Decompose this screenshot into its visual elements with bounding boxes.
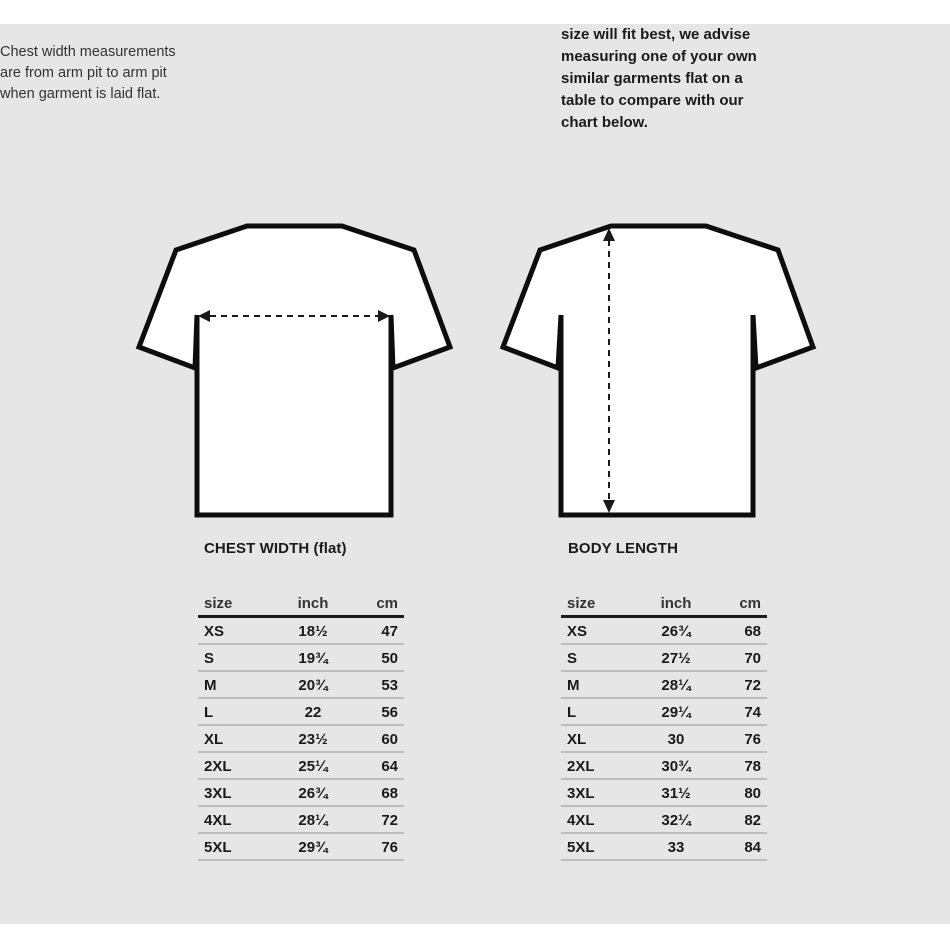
cell-size: S	[198, 644, 278, 671]
cell-size: 2XL	[198, 752, 278, 779]
shirt-outline	[139, 226, 450, 515]
cell-inch: 26¾	[641, 617, 711, 645]
cell-inch: 30¾	[641, 752, 711, 779]
cell-size: XL	[561, 725, 641, 752]
cell-cm: 82	[711, 806, 767, 833]
cell-inch: 22	[278, 698, 348, 725]
cell-cm: 68	[348, 779, 404, 806]
cell-size: XL	[198, 725, 278, 752]
cell-cm: 76	[711, 725, 767, 752]
cell-cm: 50	[348, 644, 404, 671]
cell-size: 5XL	[561, 833, 641, 860]
cell-cm: 47	[348, 617, 404, 645]
body-length-title: BODY LENGTH	[568, 540, 678, 557]
table-header-row	[198, 590, 404, 617]
cell-size: 3XL	[198, 779, 278, 806]
cell-cm: 56	[348, 698, 404, 725]
cell-cm: 84	[711, 833, 767, 860]
chest-width-table	[198, 590, 404, 861]
cell-inch: 28¼	[278, 806, 348, 833]
cell-cm: 60	[348, 725, 404, 752]
table-row	[198, 752, 404, 779]
cell-inch: 33	[641, 833, 711, 860]
cell-cm: 76	[348, 833, 404, 860]
chest-width-shirt-diagram	[130, 210, 460, 525]
cell-inch: 28¼	[641, 671, 711, 698]
table-row	[561, 833, 767, 860]
cell-cm: 64	[348, 752, 404, 779]
table-row	[198, 806, 404, 833]
table-header-row	[561, 590, 767, 617]
cell-cm: 78	[711, 752, 767, 779]
table-row	[561, 698, 767, 725]
table-row	[198, 698, 404, 725]
cell-inch: 31½	[641, 779, 711, 806]
cell-inch: 29¾	[278, 833, 348, 860]
cell-size: 5XL	[198, 833, 278, 860]
cell-size: S	[561, 644, 641, 671]
cell-inch: 29¼	[641, 698, 711, 725]
cell-inch: 20¾	[278, 671, 348, 698]
cell-cm: 74	[711, 698, 767, 725]
cell-size: XS	[198, 617, 278, 645]
cell-inch: 32¼	[641, 806, 711, 833]
cell-inch: 23½	[278, 725, 348, 752]
header-cm: cm	[348, 590, 404, 617]
header-inch: inch	[641, 590, 711, 617]
table-row	[198, 644, 404, 671]
cell-size: 2XL	[561, 752, 641, 779]
cell-size: M	[198, 671, 278, 698]
cell-size: L	[198, 698, 278, 725]
table-row	[561, 752, 767, 779]
header-size: size	[198, 590, 278, 617]
table-row	[198, 779, 404, 806]
cell-inch: 25¼	[278, 752, 348, 779]
cell-cm: 80	[711, 779, 767, 806]
cell-size: 4XL	[198, 806, 278, 833]
body-length-shirt-diagram	[494, 210, 824, 525]
cell-cm: 68	[711, 617, 767, 645]
table-row	[561, 779, 767, 806]
cell-inch: 19¾	[278, 644, 348, 671]
header-size: size	[561, 590, 641, 617]
table-row	[198, 833, 404, 860]
cell-size: L	[561, 698, 641, 725]
header-cm: cm	[711, 590, 767, 617]
cell-inch: 27½	[641, 644, 711, 671]
cell-inch: 26¾	[278, 779, 348, 806]
cell-size: 4XL	[561, 806, 641, 833]
cell-cm: 72	[348, 806, 404, 833]
table-row	[198, 617, 404, 645]
table-row	[561, 725, 767, 752]
chest-measurement-note: Chest width measurements are from arm pit to arm pit when garment is laid flat.	[0, 44, 176, 102]
cell-inch: 18½	[278, 617, 348, 645]
cell-inch: 30	[641, 725, 711, 752]
cell-size: 3XL	[561, 779, 641, 806]
cell-size: M	[561, 671, 641, 698]
table-row	[561, 617, 767, 645]
body-length-table	[561, 590, 767, 861]
cell-cm: 70	[711, 644, 767, 671]
shirt-outline	[503, 226, 813, 515]
cell-size: XS	[561, 617, 641, 645]
table-row	[561, 671, 767, 698]
table-row	[561, 806, 767, 833]
cell-cm: 72	[711, 671, 767, 698]
chest-width-title: CHEST WIDTH (flat)	[204, 540, 347, 557]
fit-advice-note: size will fit best, we advise measuring one of your own similar garments flat on a table to compare with our chart below.	[561, 26, 757, 131]
table-row	[561, 644, 767, 671]
header-inch: inch	[278, 590, 348, 617]
table-row	[198, 671, 404, 698]
cell-cm: 53	[348, 671, 404, 698]
table-row	[198, 725, 404, 752]
